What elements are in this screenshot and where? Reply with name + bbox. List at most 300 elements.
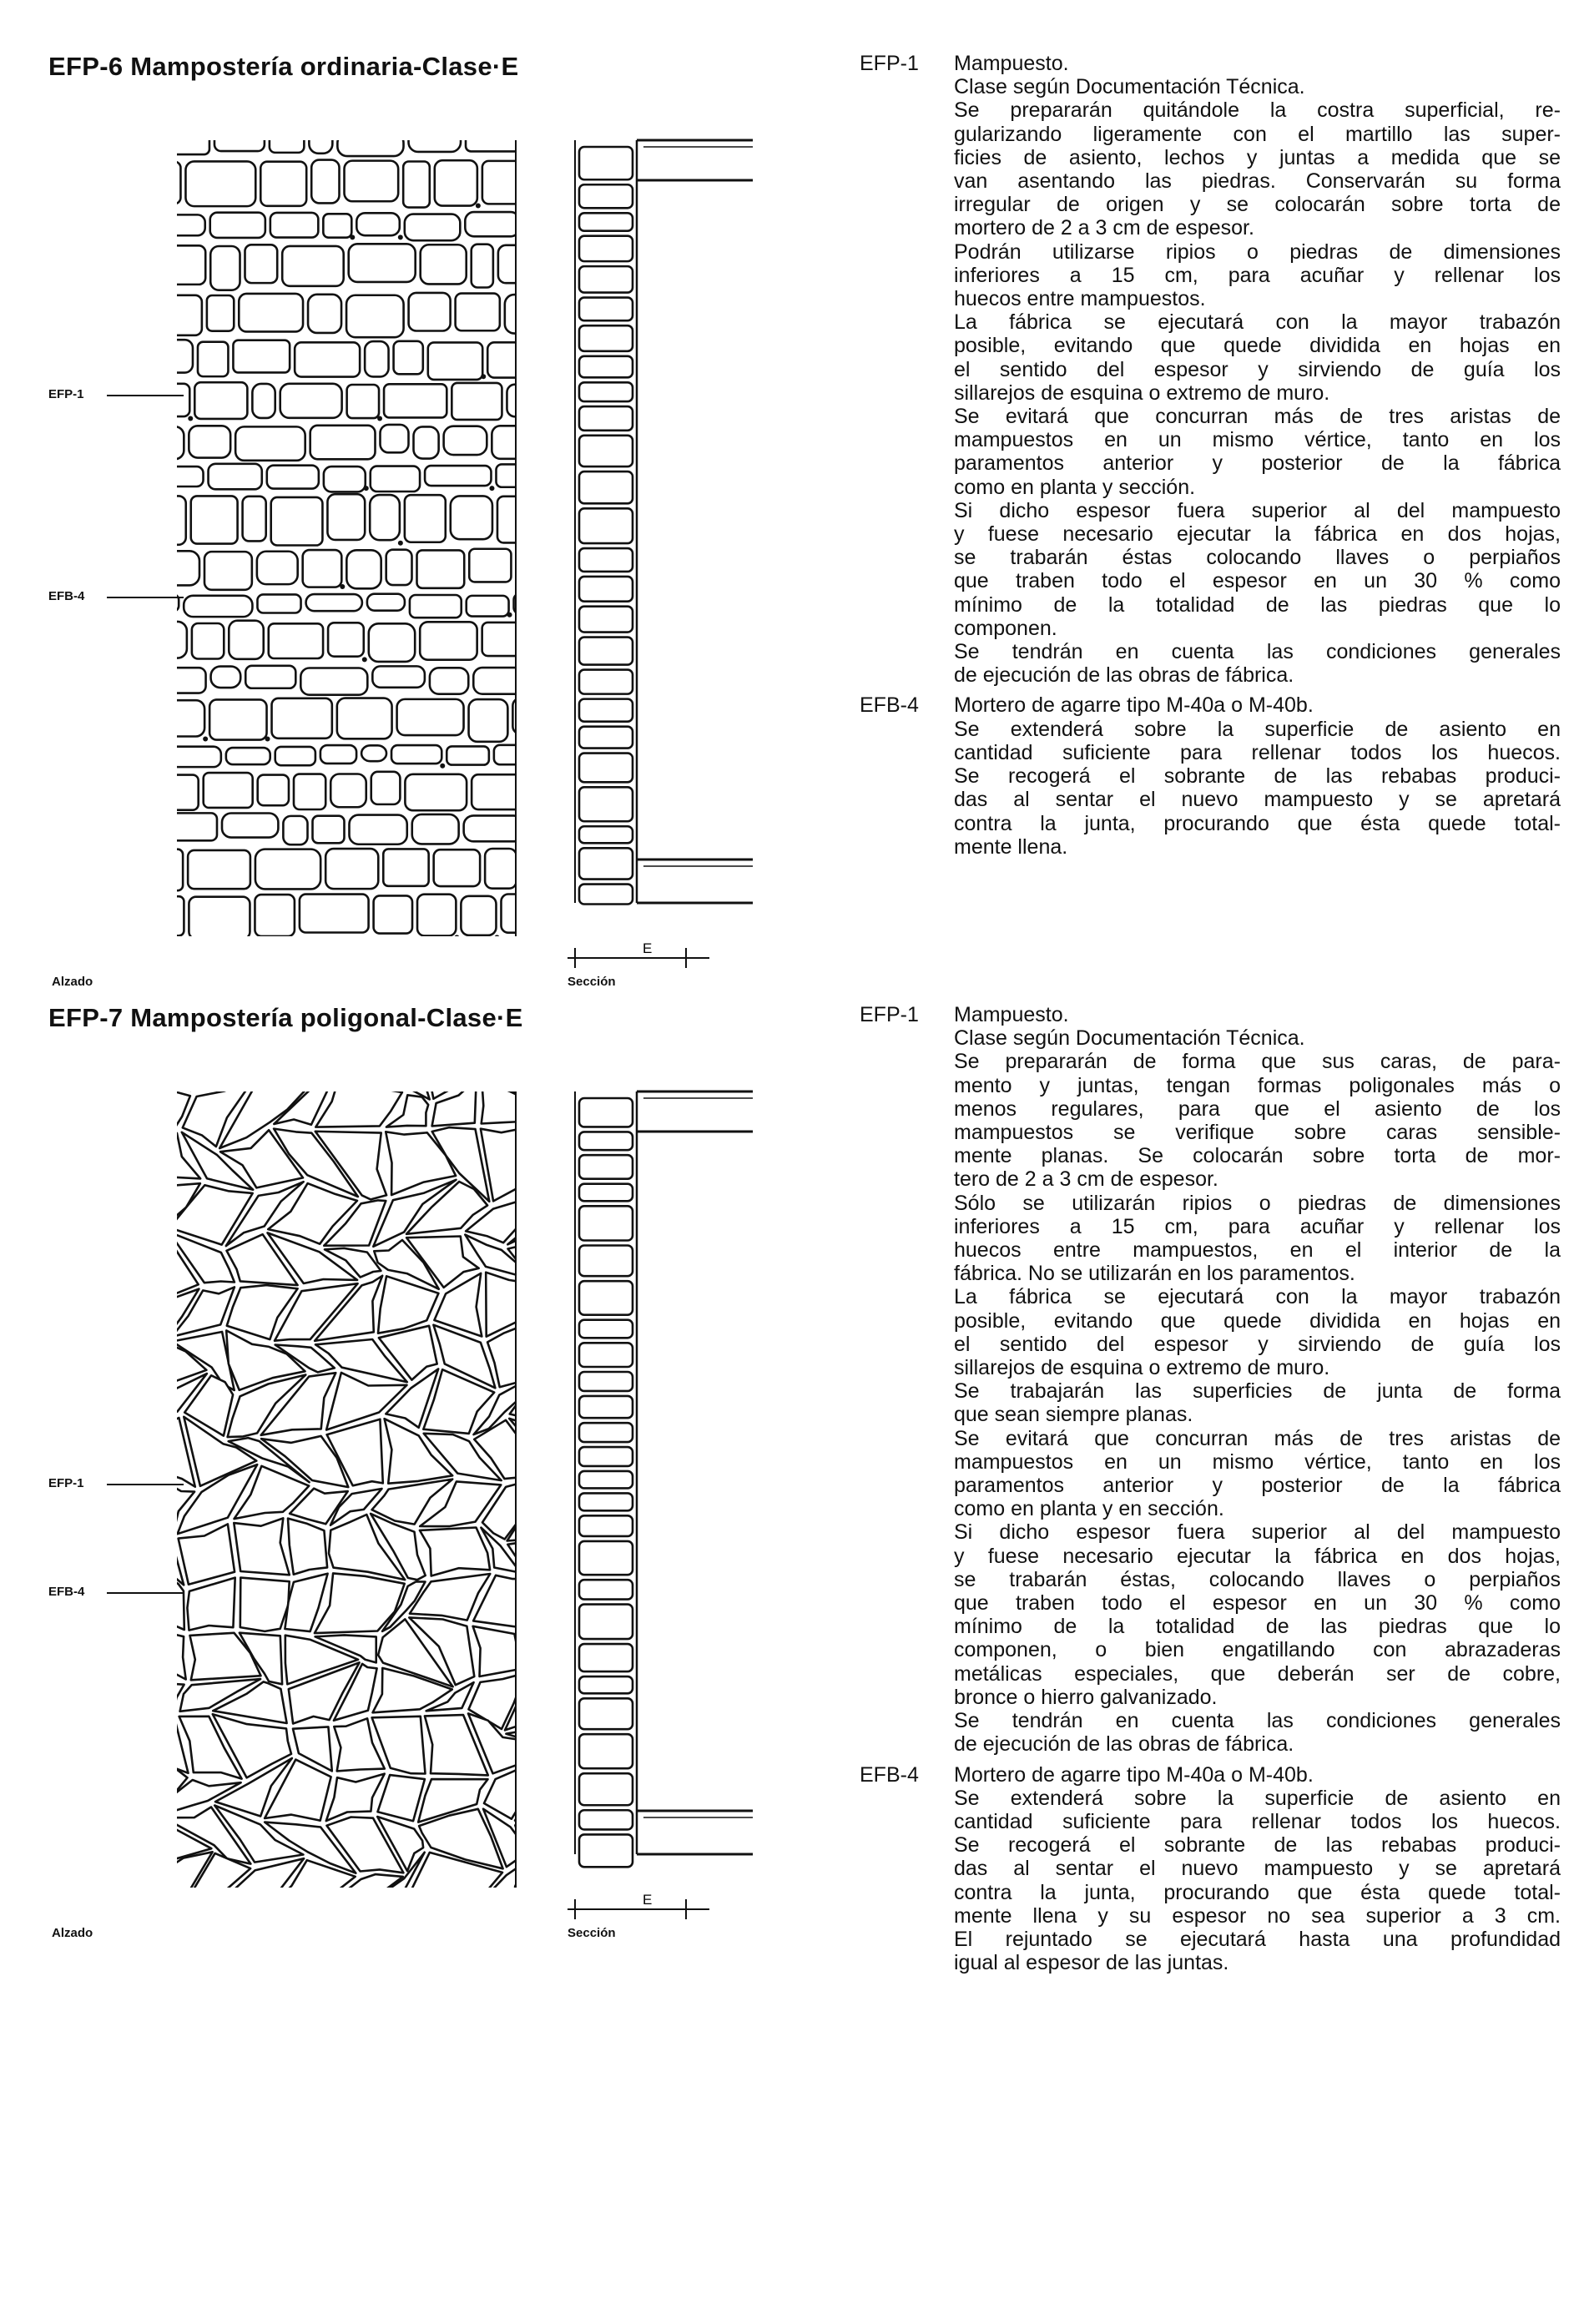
stone xyxy=(394,341,423,375)
section-stone xyxy=(579,436,633,466)
stone xyxy=(146,896,184,935)
text-line: que traben todo el espesor en un 30 % como xyxy=(954,1591,1561,1616)
pebble xyxy=(476,203,481,208)
stone xyxy=(229,621,263,659)
section-stone xyxy=(579,471,633,503)
stone xyxy=(211,667,241,688)
stone xyxy=(397,699,464,735)
text-line: das al sentar el nuevo mampuesto y se apretará xyxy=(954,788,1561,812)
text-line: Clase según Documentación Técnica. xyxy=(954,75,1305,99)
section-stone xyxy=(579,1541,633,1575)
stone xyxy=(153,214,205,235)
section-stone xyxy=(579,1132,633,1150)
stone xyxy=(345,161,399,202)
stone xyxy=(158,340,193,372)
section-stone xyxy=(579,1734,633,1768)
text-line: Mortero de agarre tipo M-40a o M-40b. xyxy=(954,1762,1314,1787)
text-line: el sentido del espesor y sirviendo de guía los xyxy=(954,1332,1561,1356)
stone xyxy=(275,747,315,765)
stone xyxy=(517,1856,573,1916)
spec-body xyxy=(954,52,1561,687)
pebble xyxy=(440,764,445,769)
stone xyxy=(303,550,342,587)
pebble xyxy=(350,234,355,239)
stone xyxy=(267,466,319,489)
stone xyxy=(391,745,441,764)
stone xyxy=(527,340,550,372)
stone xyxy=(409,131,462,152)
section-stone xyxy=(579,1396,633,1418)
dimension-label: E xyxy=(643,940,653,956)
stone xyxy=(328,623,364,656)
text-line: gularizando ligeramente con el martillo las super- xyxy=(954,122,1561,146)
spec-code: EFB-4 xyxy=(860,1762,919,1787)
stone xyxy=(252,384,275,418)
stone xyxy=(136,1081,190,1139)
stone xyxy=(154,775,199,810)
spec-code: EFP-1 xyxy=(860,52,919,75)
stone xyxy=(326,1774,385,1822)
specification-text xyxy=(860,1003,1561,1974)
stone xyxy=(451,496,492,539)
specification-text xyxy=(860,52,1561,859)
elevation-caption: Alzado xyxy=(52,1926,93,1940)
section-efp-7 xyxy=(0,1003,1569,2321)
stone xyxy=(189,897,250,939)
text-line: Sólo se utilizarán ripios o piedras de dimensiones xyxy=(954,1191,1561,1215)
stone xyxy=(374,895,412,933)
stone xyxy=(187,1578,235,1631)
section-stone xyxy=(579,885,633,905)
text-line: Si dicho espesor fuera superior al del mampuesto xyxy=(954,1520,1561,1545)
stone xyxy=(520,1573,578,1628)
stone xyxy=(406,1903,488,1946)
stone xyxy=(494,745,554,764)
stone xyxy=(198,342,228,376)
stone xyxy=(309,131,332,154)
stone xyxy=(416,1046,476,1099)
text-line: Se trabajarán las superficies de junta de forma xyxy=(954,1379,1561,1404)
text-line: das al sentar el nuevo mampuesto y se apretará xyxy=(954,1857,1561,1881)
text-line: de ejecución de las obras de fábrica. xyxy=(954,1732,1294,1757)
stone xyxy=(154,162,180,204)
text-line: paramentos anterior y posterior de la fábrica xyxy=(954,1474,1561,1498)
stone xyxy=(140,1626,186,1679)
stone xyxy=(371,466,420,492)
stone xyxy=(337,698,392,739)
section-stone xyxy=(579,670,633,694)
stone xyxy=(310,426,376,459)
stone xyxy=(473,668,539,694)
section-stone xyxy=(579,508,633,543)
stone xyxy=(412,814,459,844)
pebble xyxy=(340,584,345,589)
stone xyxy=(514,593,551,613)
section-stone xyxy=(579,787,633,821)
stone xyxy=(269,623,323,658)
stone xyxy=(346,295,404,337)
text-line: metálicas especiales, que deberán ser de cobre, xyxy=(954,1661,1561,1686)
stone xyxy=(306,594,362,611)
text-line: como en planta y en sección. xyxy=(954,1497,1224,1521)
stone xyxy=(119,1418,195,1487)
stone xyxy=(142,130,209,154)
stone xyxy=(194,382,247,419)
stone xyxy=(485,849,517,889)
pebble xyxy=(507,613,512,618)
section-stone xyxy=(579,266,633,292)
stone xyxy=(522,849,571,890)
section-stone xyxy=(579,1515,633,1536)
section-stone xyxy=(579,548,633,572)
stone xyxy=(370,495,400,540)
section-stone xyxy=(579,1605,633,1639)
stone xyxy=(325,849,378,889)
section-stone xyxy=(579,147,633,179)
stone xyxy=(308,295,341,333)
stone xyxy=(141,1919,214,1946)
stone xyxy=(320,745,356,764)
masonry-drawing xyxy=(0,52,801,995)
text-line: mente llena y su espesor no sea superior a 3 cm. xyxy=(954,1903,1561,1928)
stone xyxy=(371,772,401,804)
stone xyxy=(528,244,556,286)
stone xyxy=(420,622,477,659)
text-line: contra la junta, procurando que ésta quede total- xyxy=(954,811,1561,835)
pebble xyxy=(188,416,193,421)
stone xyxy=(162,245,205,285)
stone xyxy=(497,497,552,543)
stone xyxy=(330,774,366,807)
spec-item xyxy=(860,1763,1561,1975)
stone xyxy=(234,1518,290,1575)
stone xyxy=(272,698,332,739)
label-efb-4: EFB-4 xyxy=(48,589,85,603)
pebble xyxy=(377,416,382,421)
section-efp-6 xyxy=(0,52,1569,995)
text-line: mínimo de la totalidad de las piedras que lo xyxy=(954,1615,1561,1639)
stone xyxy=(452,383,502,420)
text-line: La fábrica se ejecutará con la mayor trabazón xyxy=(954,310,1561,335)
text-line: Clase según Documentación Técnica. xyxy=(954,1026,1305,1051)
text-line: mento y juntas, tengan formas poligonales más o xyxy=(954,1073,1561,1097)
stone xyxy=(235,426,305,460)
stone xyxy=(139,384,189,416)
stone xyxy=(210,246,240,290)
stone xyxy=(347,385,379,418)
stone xyxy=(507,1535,578,1573)
stone xyxy=(149,466,204,486)
pebble xyxy=(454,935,459,940)
stone xyxy=(521,1611,576,1666)
stone xyxy=(257,594,300,613)
stone xyxy=(346,550,381,588)
stone xyxy=(333,1036,402,1089)
stone xyxy=(417,895,456,936)
text-line: inferiores a 15 cm, para acuñar y rellenar los xyxy=(954,1214,1561,1238)
stone xyxy=(245,666,295,688)
stone xyxy=(498,245,523,283)
section-stone xyxy=(579,1155,633,1178)
stone xyxy=(528,814,556,843)
stone xyxy=(410,595,462,618)
stone xyxy=(324,466,366,492)
text-line: que sean siempre planas. xyxy=(954,1403,1193,1427)
stone xyxy=(122,1528,184,1585)
stone xyxy=(421,244,467,284)
stone xyxy=(515,1825,568,1855)
stone xyxy=(283,816,307,844)
stone xyxy=(311,160,339,204)
stone xyxy=(469,549,511,582)
stone xyxy=(255,895,294,936)
text-line: El rejuntado se ejecutará hasta una profundidad xyxy=(954,1927,1561,1951)
stone xyxy=(300,668,367,694)
stone xyxy=(420,1528,490,1576)
stone xyxy=(466,134,535,152)
stone xyxy=(139,551,199,585)
section-stone xyxy=(579,1493,633,1510)
text-line: Se tendrán en cuenta las condiciones generales xyxy=(954,1709,1561,1733)
stone xyxy=(152,747,221,767)
text-line: el sentido del espesor y sirviendo de guía los xyxy=(954,357,1561,381)
text-line: Se prepararán quitándole la costra superficial, re- xyxy=(954,98,1561,123)
stone xyxy=(465,212,519,236)
stone xyxy=(367,594,405,611)
stone xyxy=(141,668,206,693)
text-line: Se recogerá el sobrante de las rebabas produci- xyxy=(954,1833,1561,1858)
stone xyxy=(282,246,343,286)
section-stone xyxy=(579,638,633,665)
stone xyxy=(272,1031,331,1081)
section-stone xyxy=(579,1343,633,1367)
stone xyxy=(467,596,509,617)
stone xyxy=(505,295,556,333)
pebble xyxy=(398,541,403,546)
stone xyxy=(270,134,304,153)
section-stone xyxy=(579,1423,633,1442)
section-stone xyxy=(579,184,633,208)
section-caption: Sección xyxy=(568,1926,616,1940)
text-line: como en planta y sección. xyxy=(954,475,1196,499)
text-line: Podrán utilizarse ripios o piedras de dimensiones xyxy=(954,239,1561,264)
section-title: EFP-6 Mampostería ordinaria-Clase·E xyxy=(48,52,519,81)
stone xyxy=(243,497,266,542)
stone xyxy=(405,774,467,810)
section-stone xyxy=(579,577,633,602)
text-line: mampuestos se verifique sobre caras sensible- xyxy=(954,1121,1561,1145)
stone xyxy=(409,293,451,331)
stone xyxy=(207,295,234,331)
section-stone xyxy=(579,1245,633,1276)
text-line: La fábrica se ejecutará con la mayor trabazón xyxy=(954,1285,1561,1309)
stone xyxy=(413,426,438,458)
stone xyxy=(159,426,184,459)
text-line: contra la junta, procurando que ésta quede total- xyxy=(954,1880,1561,1904)
section-title: EFP-7 Mampostería poligonal-Clase·E xyxy=(48,1003,523,1032)
stone xyxy=(425,466,491,486)
section-stone xyxy=(579,826,633,843)
text-line: posible, evitando que quede dividida en hojas en xyxy=(954,1308,1561,1333)
section-stone xyxy=(579,1184,633,1202)
stone xyxy=(326,1373,406,1430)
stone xyxy=(263,1909,350,1946)
stone xyxy=(403,162,430,208)
stone xyxy=(366,1905,442,1947)
section-stone xyxy=(579,1447,633,1466)
section-stone xyxy=(579,1372,633,1391)
stone xyxy=(210,213,265,238)
section-stone xyxy=(579,1773,633,1805)
section-caption: Sección xyxy=(568,975,616,989)
section-stone xyxy=(579,848,633,879)
stone xyxy=(288,1519,327,1575)
text-line: mampuestos en un mismo vértice, tanto en los xyxy=(954,1449,1561,1474)
text-line: Si dicho espesor fuera superior al del mampuesto xyxy=(954,498,1561,522)
pebble xyxy=(203,737,208,742)
stone xyxy=(155,295,202,335)
text-line: y fuese necesario ejecutar la fábrica en dos hojas, xyxy=(954,522,1561,547)
text-line: componen, o bien engatillando con abrazaderas xyxy=(954,1638,1561,1662)
text-line: fábrica. No se utilizarán en los paramentos. xyxy=(954,1262,1355,1286)
stone xyxy=(209,464,262,489)
text-line: Se recogerá el sobrante de las rebabas produci- xyxy=(954,764,1561,789)
text-line: tero de 2 a 3 cm de espesor. xyxy=(954,1167,1218,1192)
stone xyxy=(472,774,532,809)
section-stone xyxy=(579,1206,633,1240)
section-stone xyxy=(579,325,633,351)
stone xyxy=(384,384,446,417)
stone xyxy=(434,849,480,886)
stone xyxy=(365,341,388,376)
stone xyxy=(329,1908,382,1947)
stone xyxy=(515,1759,574,1821)
stone xyxy=(432,1080,477,1127)
stone xyxy=(501,895,546,933)
text-line: igual al espesor de las juntas. xyxy=(954,1951,1229,1975)
stone xyxy=(444,426,487,455)
text-line: bronce o hierro galvanizado. xyxy=(954,1685,1218,1709)
text-line: mampuestos en un mismo vértice, tanto en los xyxy=(954,428,1561,452)
text-line: Se evitará que concurran más de tres aristas de xyxy=(954,1426,1561,1450)
stone xyxy=(270,213,318,238)
stone xyxy=(381,425,409,452)
section-stone xyxy=(579,607,633,633)
text-line: huecos entre mampuestos, en el interior de la xyxy=(954,1238,1561,1263)
stone xyxy=(323,214,351,237)
stone xyxy=(149,622,187,658)
section-stone xyxy=(579,1834,633,1867)
stone xyxy=(141,496,186,544)
spec-code: EFB-4 xyxy=(860,693,919,718)
stone xyxy=(214,133,265,151)
stone xyxy=(255,849,320,890)
section-stone xyxy=(579,1676,633,1693)
stone xyxy=(446,746,489,764)
spec-body xyxy=(954,1003,1561,1757)
spec-body xyxy=(954,693,1561,858)
stone xyxy=(209,699,266,739)
section-stone xyxy=(579,382,633,401)
stone-group xyxy=(139,130,571,940)
stone xyxy=(280,384,342,418)
text-line: y fuese necesario ejecutar la fábrica en dos hojas, xyxy=(954,1544,1561,1568)
text-line: Se tendrán en cuenta las condiciones generales xyxy=(954,640,1561,664)
text-line: Mortero de agarre tipo M-40a o M-40b. xyxy=(954,693,1314,718)
stone xyxy=(218,1908,309,1946)
pebble xyxy=(481,374,486,379)
text-line: se trabarán éstas colocando llaves o perpiaños xyxy=(954,546,1561,570)
text-line: inferiores a 15 cm, para acuñar y rellenar los xyxy=(954,263,1561,287)
text-line: Mampuesto. xyxy=(954,52,1069,75)
stone xyxy=(238,1033,309,1083)
text-line: paramentos anterior y posterior de la fábrica xyxy=(954,451,1561,476)
spec-item xyxy=(860,693,1561,858)
spec-item xyxy=(860,1003,1561,1757)
stone xyxy=(456,294,500,331)
stone xyxy=(372,666,425,687)
stone xyxy=(428,342,482,380)
text-line: mínimo de la totalidad de las piedras que lo xyxy=(954,592,1561,617)
text-line: van asentando las piedras. Conservarán su forma xyxy=(954,169,1561,194)
stone xyxy=(141,1575,184,1630)
stone xyxy=(349,244,416,282)
elevation-caption: Alzado xyxy=(52,975,93,989)
stone xyxy=(369,623,415,662)
text-line: Se prepararán de forma que sus caras, de para- xyxy=(954,1050,1561,1074)
stone xyxy=(239,294,303,331)
stone xyxy=(204,773,253,808)
stone xyxy=(435,160,477,205)
section-stone xyxy=(579,1810,633,1829)
stone xyxy=(294,774,325,809)
stone xyxy=(507,1473,584,1540)
stone xyxy=(175,1909,245,1946)
stone xyxy=(139,1041,191,1091)
stone xyxy=(430,668,468,693)
stone xyxy=(257,552,298,584)
stone xyxy=(271,497,323,546)
stone xyxy=(461,896,496,935)
stone xyxy=(349,815,406,844)
text-line: cantidad suficiente para rellenar todos los huecos. xyxy=(954,740,1561,764)
stone xyxy=(226,748,270,764)
stone xyxy=(508,1239,579,1288)
masonry-drawing xyxy=(0,1003,801,1946)
stone xyxy=(337,134,403,156)
stone xyxy=(405,214,461,241)
stone xyxy=(492,426,556,458)
text-line: se trabarán éstas, colocando llaves o perpiaños xyxy=(954,1567,1561,1591)
stone xyxy=(312,816,344,844)
stone xyxy=(361,745,386,761)
stone xyxy=(222,814,278,838)
spec-item xyxy=(860,52,1561,687)
section-stone xyxy=(579,1098,633,1127)
text-line: de ejecución de las obras de fábrica. xyxy=(954,663,1294,688)
stone xyxy=(473,1626,525,1676)
stone xyxy=(496,464,547,486)
stone xyxy=(204,552,252,590)
stone xyxy=(486,1273,535,1337)
stone xyxy=(405,495,446,542)
text-line: ficies de asiento, lechos y juntas a medida que se xyxy=(954,145,1561,169)
stone xyxy=(139,700,204,736)
text-line: sillarejos de esquina o extremo de muro. xyxy=(954,381,1330,405)
label-efb-4: EFB-4 xyxy=(48,1585,85,1599)
pebble xyxy=(489,486,494,491)
pebble xyxy=(265,737,270,742)
